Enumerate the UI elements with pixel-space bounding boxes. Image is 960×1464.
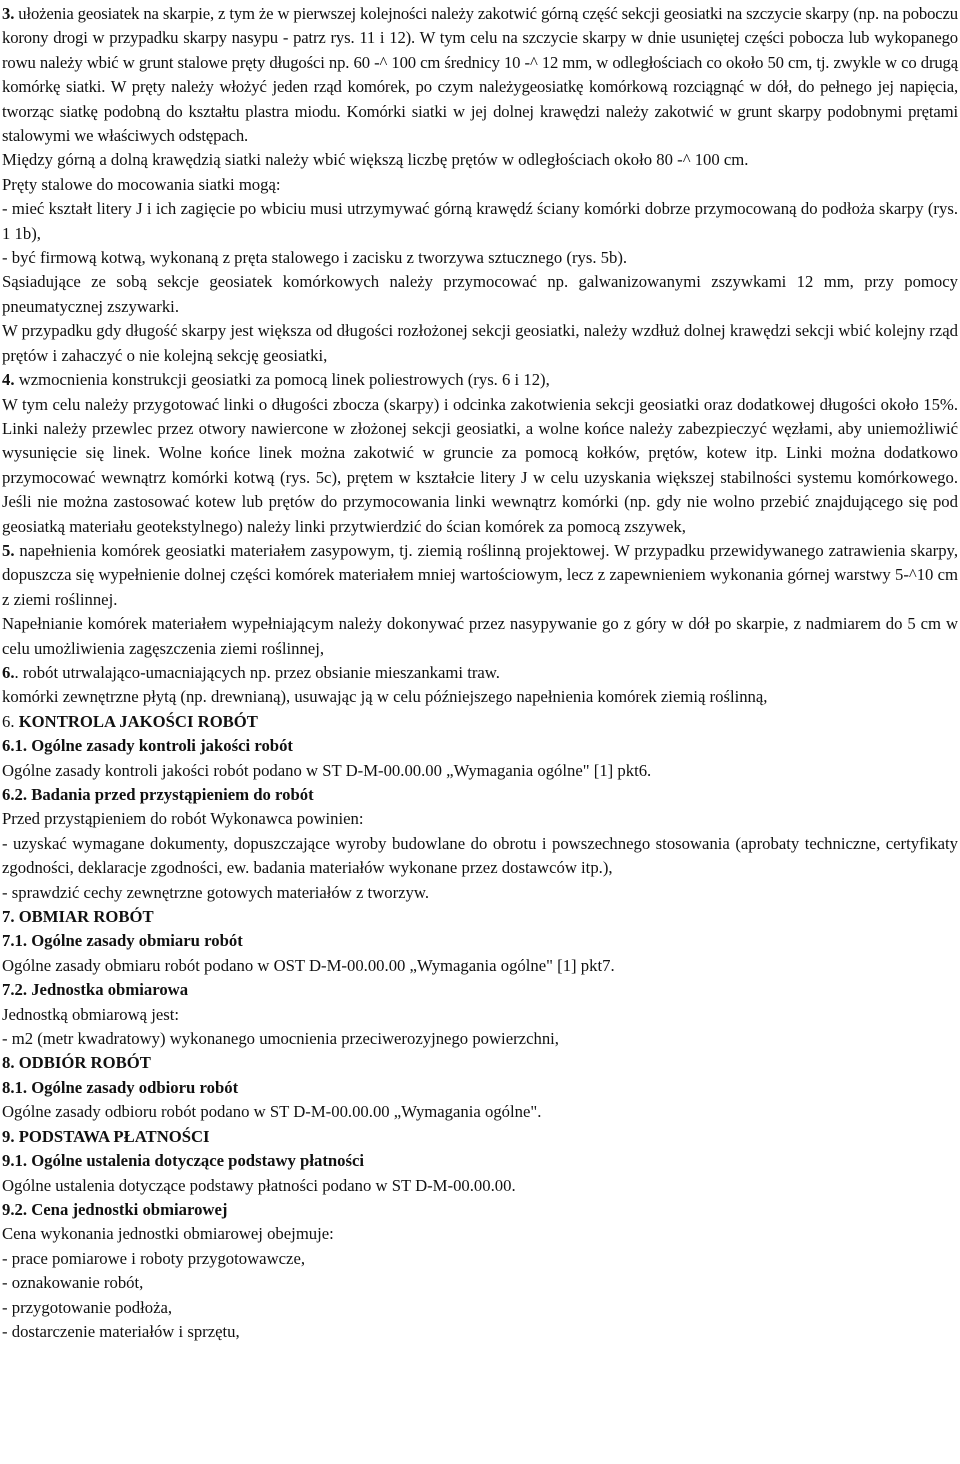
paragraph (2, 1320, 958, 1344)
list-number: 3. (2, 4, 15, 23)
paragraph-text: ułożenia geosiatek na skarpie, z tym że w pierwszej kolejności należy zakotwić górną część sekcji geosiatki na szczycie skarpy (np. na poboczu korony drogi w przypadku skarpy nasypu - patrz rys. 11 i 12). W tym celu na szczycie skarpy w dnie usuniętej części pobocza lub wykopanego rowu należy wbić w grunt stalowe pręty długości np. 60 -^ 100 cm średnicy 10 -^ 12 mm, w odległościach co około 50 cm, tj. zwykle w co drugą komórkę siatki. W pręty należy włożyć jeden rząd komórek, po czym należygeosiatkę komórkową rozciągnąć w dół, do pełnego jej napięcia, tworząc siatkę podobną do kształtu plastra miodu. Komórki siatki w jej dolnej krawędzi należy zakotwić w grunt skarpy podobnymi prętami stalowymi we właściwych odstępach. (2, 4, 958, 146)
paragraph-text: wzmocnienia konstrukcji geosiatki za pomocą linek poliestrowych (rys. 6 i 12), (14, 370, 550, 390)
paragraph-text: Napełnianie komórek materiałem wypełniającym należy dokonywać przez nasypywanie go z góry w dół po skarpie, z nadmiarem do 5 cm w celu umożliwienia zagęszczenia ziemi roślinnej, (2, 614, 958, 658)
paragraph-text: 7.1. Ogólne zasady obmiaru robót (2, 931, 243, 951)
paragraph-text: W tym celu należy przygotować linki o długości zbocza (skarpy) i odcinka zakotwienia sekcji geosiatki oraz dodatkowej długości około 15%. Linki należy przewlec przez otwory nawiercone w złożonej sekcji geosiatki, a wolne końce należy zabezpieczyć węzłami, aby uniemożliwić wysunięcie się linek. Wolne końce linek można zakotwić w gruncie za pomocą kołków, prętów, kotew itp. Linki można dodatkowo przymocować wewnątrz komórki kotwą (rys. 5c), prętem w kształcie litery J w celu uzyskania większej stabilności systemu komórkowego. Jeśli nie można zastosować kotew lub prętów do przymocowania linki wewnątrz komórki (np. gdy nie wolno przebić znajdującego się pod geosiatką materiału geotekstylnego) należy linki przytwierdzić do ścian komórek za pomocą zszywek, (2, 394, 958, 536)
paragraph-text: Sąsiadujące ze sobą sekcje geosiatek komórkowych należy przymocować np. galwanizowanymi zszywkami 12 mm, przy pomocy pneumatycznej zszywarki. (2, 272, 958, 316)
paragraph-text: Cena wykonania jednostki obmiarowej obejmuje: (2, 1224, 334, 1244)
paragraph-text: napełnienia komórek geosiatki materiałem zasypowym, tj. ziemią roślinną projektowej. W przypadku przewidywanego zatrawienia skarpy, dopuszcza się wypełnienie dolnej części komórek materiałem mniej wartościowym, lecz z zapewnieniem wykonania górnej warstwy 5-^10 cm z ziemi roślinnej. (2, 540, 958, 609)
paragraph (2, 954, 958, 978)
paragraph-text: Ogólne zasady odbioru robót podano w ST D-M-00.00.00 „Wymagania ogólne". (2, 1102, 542, 1122)
subsection-heading (2, 1149, 958, 1173)
paragraph-text: Ogólne zasady kontroli jakości robót podano w ST D-M-00.00.00 „Wymagania ogólne" [1] pkt6. (2, 760, 652, 780)
paragraph (2, 685, 958, 709)
paragraph-text: - mieć kształt litery J i ich zagięcie po wbiciu musi utrzymywać górną krawędź ściany komórki dobrze przymocowaną do podłoża skarpy (rys. 1 1b), (2, 199, 958, 243)
paragraph-text: Jednostką obmiarową jest: (2, 1004, 180, 1024)
paragraph-text: Pręty stalowe do mocowania siatki mogą: (2, 174, 281, 194)
paragraph (2, 173, 958, 197)
paragraph (2, 1003, 958, 1027)
paragraph (2, 1100, 958, 1124)
paragraph (2, 759, 958, 783)
subsection-heading (2, 1076, 958, 1100)
paragraph-text: 8. ODBIÓR ROBÓT (2, 1053, 151, 1073)
section-heading (2, 1051, 958, 1075)
paragraph (2, 612, 958, 661)
list-number: 5. (2, 540, 15, 560)
paragraph-text: KONTROLA JAKOŚCI ROBÓT (18, 711, 258, 731)
paragraph (2, 319, 958, 368)
paragraph-text: Między górną a dolną krawędzią siatki należy wbić większą liczbę prętów w odległościach około 80 -^ 100 cm. (2, 150, 749, 170)
paragraph (2, 661, 958, 685)
paragraph (2, 1222, 958, 1246)
subsection-heading (2, 929, 958, 953)
paragraph (2, 1027, 958, 1051)
paragraph (2, 246, 958, 270)
paragraph-text: . robót utrwalająco-umacniających np. przez obsianie mieszankami traw. (14, 662, 500, 682)
paragraph-text: Ogólne zasady obmiaru robót podano w OST D-M-00.00.00 „Wymagania ogólne" [1] pkt7. (2, 955, 615, 975)
paragraph-text: 6.1. Ogólne zasady kontroli jakości robót (2, 736, 293, 756)
subsection-heading (2, 783, 958, 807)
subsection-heading (2, 734, 958, 758)
paragraph-text: - dostarczenie materiałów i sprzętu, (2, 1321, 240, 1341)
paragraph (2, 881, 958, 905)
paragraph-text: komórki zewnętrzne płytą (np. drewnianą), usuwając ją w celu późniejszego napełnienia komórek ziemią roślinną, (2, 687, 768, 707)
paragraph-text: - przygotowanie podłoża, (2, 1297, 173, 1317)
paragraph (2, 270, 958, 319)
paragraph-text: 7. OBMIAR ROBÓT (2, 907, 154, 927)
paragraph (2, 1174, 958, 1198)
list-number: 4. (2, 370, 15, 390)
paragraph-text: 8.1. Ogólne zasady odbioru robót (2, 1077, 239, 1097)
paragraph-text: 9.2. Cena jednostki obmiarowej (2, 1199, 228, 1219)
paragraph-text: Przed przystąpieniem do robót Wykonawca powinien: (2, 809, 364, 829)
paragraph (2, 2, 958, 148)
section-heading (2, 1125, 958, 1149)
subsection-heading (2, 1198, 958, 1222)
paragraph (2, 148, 958, 172)
list-number: 6. (2, 662, 15, 682)
paragraph (2, 1296, 958, 1320)
paragraph-text: 7.2. Jednostka obmiarowa (2, 980, 189, 1000)
paragraph-text: 9. PODSTAWA PŁATNOŚCI (2, 1126, 210, 1146)
section-heading (2, 905, 958, 929)
paragraph (2, 197, 958, 246)
heading-number: 6. (2, 711, 19, 731)
paragraph (2, 393, 958, 539)
paragraph (2, 832, 958, 881)
paragraph-text: - sprawdzić cechy zewnętrzne gotowych materiałów z tworzyw. (2, 882, 430, 902)
paragraph-text: - prace pomiarowe i roboty przygotowawcze, (2, 1248, 306, 1268)
paragraph-text: W przypadku gdy długość skarpy jest większa od długości rozłożonej sekcji geosiatki, należy wzdłuż dolnej krawędzi sekcji wbić kolejny rząd prętów i zahaczyć o nie kolejną sekcję geosiatki, (2, 321, 958, 365)
paragraph (2, 1271, 958, 1295)
subsection-heading (2, 978, 958, 1002)
paragraph-text: - uzyskać wymagane dokumenty, dopuszczające wyroby budowlane do obrotu i powszechnego stosowania (aprobaty techniczne, certyfikaty zgodności, deklaracje zgodności, ew. badania materiałów wykonane przez dostawców itp.), (2, 833, 958, 878)
section-heading (2, 710, 958, 734)
paragraph (2, 539, 958, 612)
paragraph (2, 368, 958, 392)
paragraph-text: - m2 (metr kwadratowy) wykonanego umocnienia przeciwerozyjnego powierzchni, (2, 1029, 559, 1049)
paragraph-text: Ogólne ustalenia dotyczące podstawy płatności podano w ST D-M-00.00.00. (2, 1175, 516, 1195)
paragraph (2, 1247, 958, 1271)
paragraph-text: - być firmową kotwą, wykonaną z pręta stalowego i zacisku z tworzywa sztucznego (rys. 5b). (2, 248, 628, 268)
paragraph-text: 9.1. Ogólne ustalenia dotyczące podstawy płatności (2, 1151, 365, 1171)
paragraph-text: 6.2. Badania przed przystąpieniem do robót (2, 785, 314, 804)
paragraph (2, 807, 958, 831)
paragraph-text: - oznakowanie robót, (2, 1273, 144, 1293)
